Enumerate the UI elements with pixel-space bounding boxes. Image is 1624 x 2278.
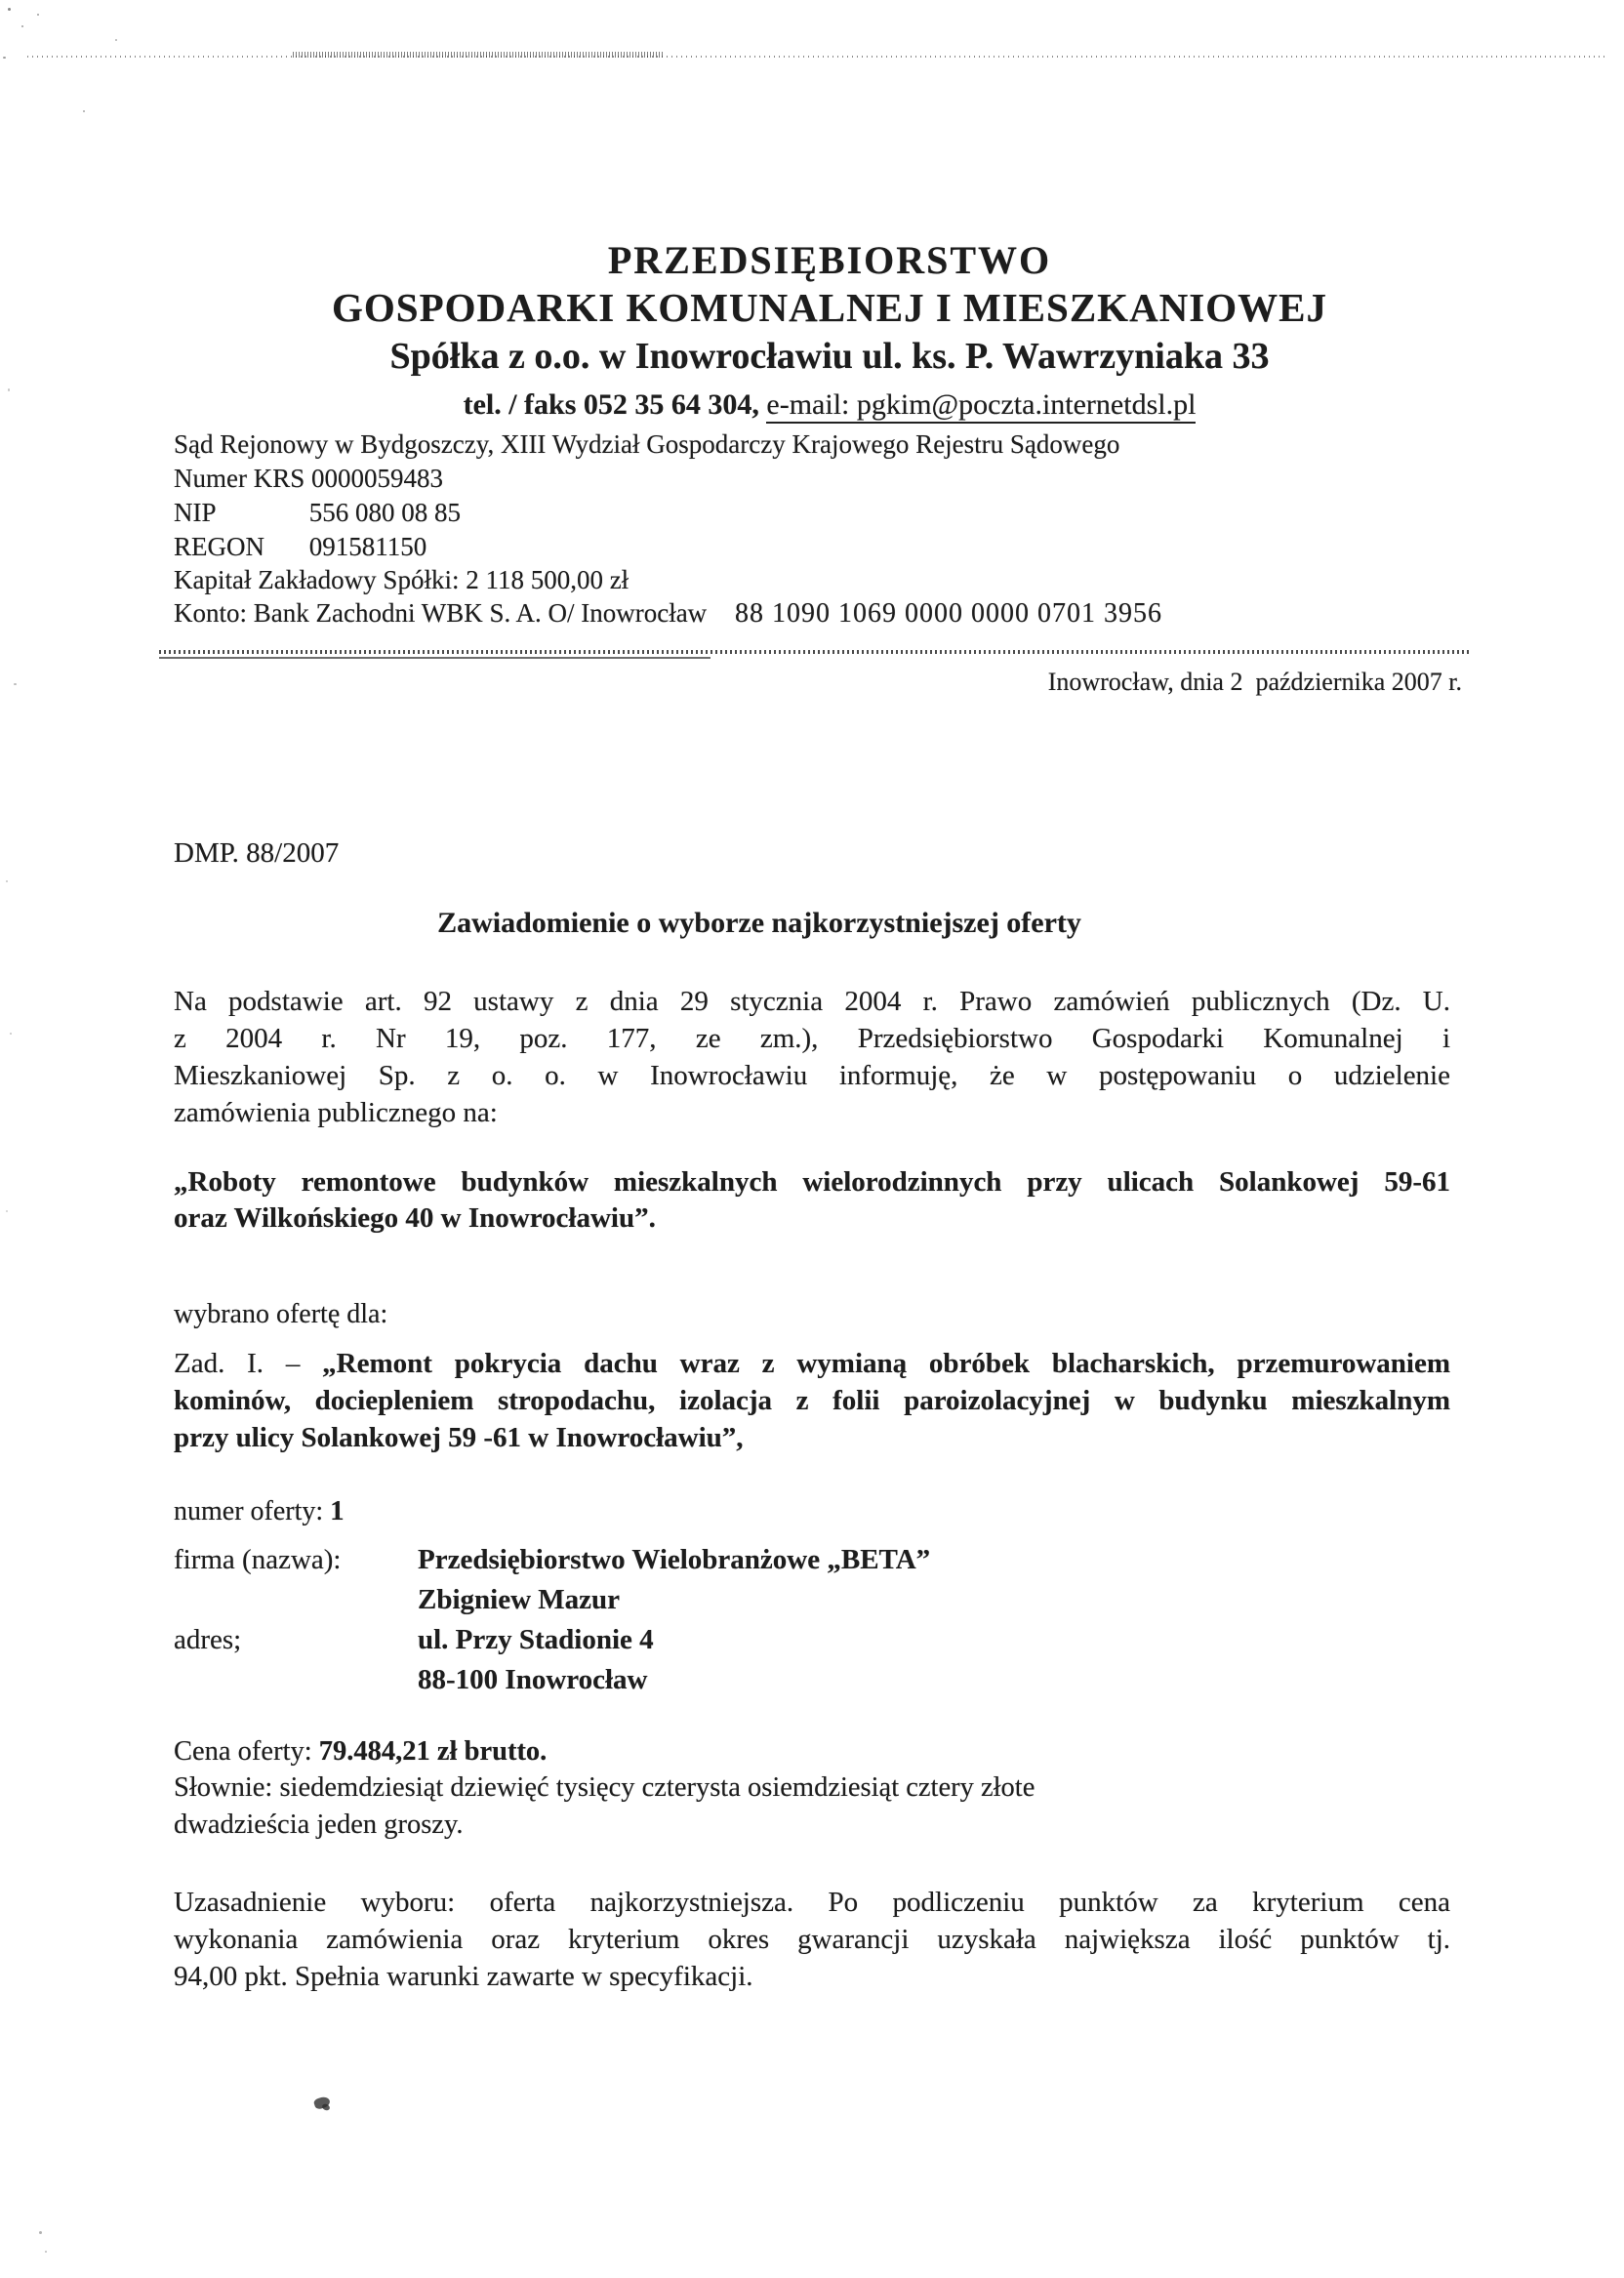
scan-artifact: [45, 2251, 47, 2253]
date-line: Inowrocław, dnia 2 października 2007 r.: [1047, 668, 1462, 696]
price-line: [174, 1736, 547, 1768]
offer-number-label: numer oferty:: [174, 1496, 331, 1526]
krs-value: 0000059483: [311, 464, 443, 493]
krs-label: Numer KRS: [174, 464, 305, 493]
task-line: [174, 1345, 1450, 1382]
scan-artifact: [8, 388, 10, 391]
offer-number-line: [174, 1495, 345, 1527]
scan-artifact: [293, 52, 664, 58]
intro-line: Mieszkaniowej Sp. z o. o. w Inowrocławiu informuję, że w postępowaniu o udzielenie: [174, 1060, 1450, 1091]
price-value: 79.484,21 zł brutto.: [318, 1736, 548, 1767]
company-label: firma (nazwa):: [174, 1544, 342, 1575]
email-address: e-mail: pgkim@poczta.internetdsl.pl: [766, 388, 1196, 424]
company-block: [174, 1540, 930, 1700]
intro-line: z 2004 r. Nr 19, poz. 177, ze zm.), Przedsiębiorstwo Gospodarki Komunalnej i: [174, 1023, 1450, 1054]
company-name: Przedsiębiorstwo Wielobranżowe „BETA”: [418, 1544, 931, 1575]
address-label: adres;: [174, 1624, 242, 1655]
phone-email-line: [78, 388, 1581, 422]
account-row: [174, 598, 1482, 629]
subject-paragraph: [174, 1164, 1450, 1237]
org-name-line-1: PRZEDSIĘBIORSTWO: [607, 238, 1052, 282]
scan-artifact: [39, 2231, 42, 2234]
scan-artifact: [21, 25, 23, 27]
price-label: Cena oferty:: [174, 1736, 319, 1767]
address-city: 88-100 Inowrocław: [418, 1664, 648, 1695]
separator-underline: [159, 657, 710, 659]
regon-label: REGON: [174, 532, 264, 561]
scan-artifact: [8, 8, 11, 11]
org-name-line-3: Spółka z o.o. w Inowrocławiu ul. ks. P. Wawrzyniaka 33: [389, 336, 1270, 377]
subject-line: „Roboty remontowe budynków mieszkalnych wielorodzinnych przy ulicach Solankowej 59-61: [174, 1166, 1450, 1198]
reference-number: DMP. 88/2007: [174, 837, 340, 869]
krs-row: [174, 464, 443, 494]
court-registry-line: Sąd Rejonowy w Bydgoszczy, XIII Wydział Gospodarczy Krajowego Rejestru Sądowego: [174, 429, 1120, 459]
account-number: 88 1090 1069 0000 0000 0701 3956: [735, 598, 1162, 629]
task-paragraph: [174, 1345, 1450, 1456]
document-title: Zawiadomienie o wyborze najkorzystniejszej oferty: [437, 907, 1081, 939]
selection-intro: wybrano ofertę dla:: [174, 1299, 388, 1329]
company-owner: Zbigniew Mazur: [418, 1584, 621, 1615]
intro-line: Na podstawie art. 92 ustawy z dnia 29 stycznia 2004 r. Prawo zamówień publicznych (Dz. U.: [174, 986, 1450, 1017]
task-prefix: Zad. I. –: [174, 1348, 323, 1379]
scan-artifact: [27, 56, 1608, 58]
subject-line: oraz Wilkońskiego 40 w Inowrocławiu”.: [174, 1202, 656, 1234]
address-street: ul. Przy Stadionie 4: [418, 1624, 654, 1655]
justification-line: wykonania zamówienia oraz kryterium okres gwarancji uzyskała największa ilość punktów tj.: [174, 1924, 1450, 1955]
justification-paragraph: [174, 1884, 1450, 1995]
capital-line: Kapitał Zakładowy Spółki: 2 118 500,00 zł: [174, 565, 629, 594]
justification-line: Uzasadnienie wyboru: oferta najkorzystniejsza. Po podliczeniu punktów za kryterium cena: [174, 1887, 1450, 1918]
task-line: kominów, dociepleniem stropodachu, izolacja z folii paroizolacyjnej w budynku mieszkalnym: [174, 1385, 1450, 1416]
task-title-start: „Remont pokrycia dachu wraz z wymianą obróbek blacharskich, przemurowaniem: [322, 1348, 1450, 1379]
justification-line: 94,00 pkt. Spełnia warunki zawarte w specyfikacji.: [174, 1961, 753, 1992]
regon-value: 091581150: [308, 532, 427, 561]
task-line: przy ulicy Solankowej 59 -61 w Inowrocławiu”,: [174, 1422, 744, 1453]
nip-row: [174, 498, 461, 528]
scan-artifact: [83, 110, 85, 112]
org-name-line-2: GOSPODARKI KOMUNALNEJ I MIESZKANIOWEJ: [332, 285, 1327, 330]
scan-artifact: [3, 57, 6, 59]
scan-artifact: [115, 39, 117, 41]
scan-artifact: [14, 683, 17, 685]
company-label-spacer: [174, 1580, 418, 1620]
address-spacer: [174, 1660, 418, 1700]
dotted-separator: [159, 650, 1469, 654]
account-label: Konto: Bank Zachodni WBK S. A. O/ Inowrocław: [174, 598, 708, 628]
scan-artifact: [6, 880, 8, 882]
phone-fax-label: tel. / faks 052 35 64 304,: [463, 388, 767, 421]
price-in-words-line-2: dwadzieścia jeden groszy.: [174, 1810, 464, 1840]
nip-label: NIP: [174, 498, 217, 527]
regon-row: [174, 532, 426, 562]
intro-line: zamówienia publicznego na:: [174, 1097, 498, 1128]
offer-number-value: 1: [330, 1495, 345, 1526]
scan-artifact: [37, 14, 39, 16]
scan-smudge: [321, 2103, 331, 2112]
nip-value: 556 080 08 85: [308, 498, 461, 527]
scan-artifact: [10, 1033, 12, 1035]
price-in-words-line-1: Słownie: siedemdziesiąt dziewięć tysięcy czterysta osiemdziesiąt cztery złote: [174, 1772, 1035, 1803]
intro-paragraph: [174, 983, 1450, 1131]
scan-artifact: [6, 1210, 8, 1212]
